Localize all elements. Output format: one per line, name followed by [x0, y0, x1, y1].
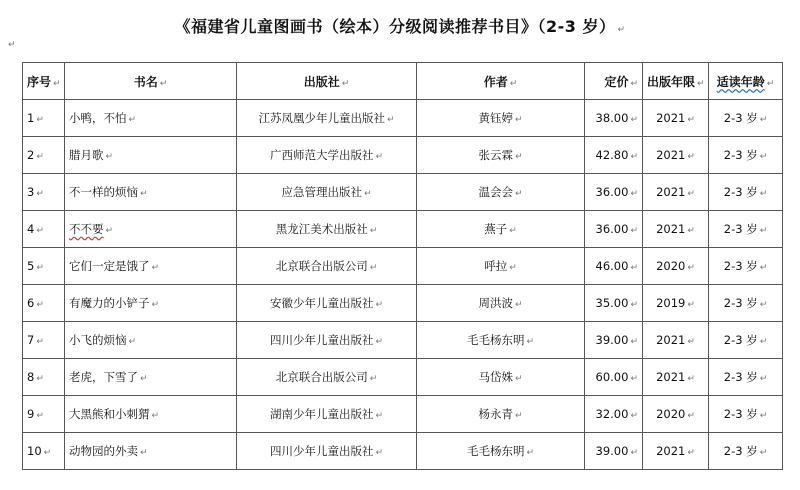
cell-seq: 10 ↵ — [23, 433, 65, 470]
cell-age: 2-3 岁 ↵ — [709, 322, 783, 359]
cell-title: 老虎，下雪了 ↵ — [65, 359, 237, 396]
document-title-text: 《福建省儿童图画书（绘本）分级阅读推荐书目》（2-3 岁） — [174, 17, 616, 36]
cell-price: 35.00 ↵ — [585, 285, 643, 322]
cell-price: 36.00 ↵ — [585, 174, 643, 211]
cell-seq: 7 ↵ — [23, 322, 65, 359]
cell-title: 大黑熊和小刺猬 ↵ — [65, 396, 237, 433]
column-header-author: 作者 ↵ — [417, 63, 585, 100]
cell-seq: 5 ↵ — [23, 248, 65, 285]
paragraph-mark-icon: ↵ — [8, 40, 16, 50]
cell-year: 2021 ↵ — [643, 433, 709, 470]
cell-age: 2-3 岁 ↵ — [709, 248, 783, 285]
table-row — [23, 359, 783, 396]
table-header-row — [23, 63, 783, 100]
table-row — [23, 137, 783, 174]
cell-age: 2-3 岁 ↵ — [709, 285, 783, 322]
cell-title: 不一样的烦恼 ↵ — [65, 174, 237, 211]
cell-year: 2020 ↵ — [643, 248, 709, 285]
table-row — [23, 433, 783, 470]
cell-publisher: 安徽少年儿童出版社 ↵ — [237, 285, 417, 322]
column-header-publisher: 出版社 ↵ — [237, 63, 417, 100]
cell-publisher: 湖南少年儿童出版社 ↵ — [237, 396, 417, 433]
column-header-seq: 序号 ↵ — [23, 63, 65, 100]
cell-author: 张云霖 ↵ — [417, 137, 585, 174]
table-row — [23, 285, 783, 322]
cell-year: 2020 ↵ — [643, 396, 709, 433]
cell-publisher: 四川少年儿童出版社 ↵ — [237, 433, 417, 470]
cell-price: 36.00 ↵ — [585, 211, 643, 248]
cell-publisher: 四川少年儿童出版社 ↵ — [237, 322, 417, 359]
cell-age: 2-3 岁 ↵ — [709, 359, 783, 396]
cell-year: 2021 ↵ — [643, 137, 709, 174]
cell-seq: 1 ↵ — [23, 100, 65, 137]
cell-author: 毛毛杨东明 ↵ — [417, 322, 585, 359]
cell-price: 32.00 ↵ — [585, 396, 643, 433]
cell-price: 46.00 ↵ — [585, 248, 643, 285]
paragraph-mark-icon: ↵ — [617, 25, 626, 35]
cell-price: 42.80 ↵ — [585, 137, 643, 174]
cell-price: 38.00 ↵ — [585, 100, 643, 137]
document-title — [0, 14, 800, 37]
cell-year: 2021 ↵ — [643, 359, 709, 396]
cell-seq: 2 ↵ — [23, 137, 65, 174]
cell-age: 2-3 岁 ↵ — [709, 137, 783, 174]
table-row — [23, 396, 783, 433]
cell-age: 2-3 岁 ↵ — [709, 433, 783, 470]
cell-publisher: 黑龙江美术出版社 ↵ — [237, 211, 417, 248]
column-header-year: 出版年限 ↵ — [643, 63, 709, 100]
table-row — [23, 100, 783, 137]
cell-year: 2021 ↵ — [643, 211, 709, 248]
cell-author: 杨永青 ↵ — [417, 396, 585, 433]
cell-author: 周洪波 ↵ — [417, 285, 585, 322]
cell-seq: 8 ↵ — [23, 359, 65, 396]
cell-title: 小飞的烦恼 ↵ — [65, 322, 237, 359]
cell-seq: 3 ↵ — [23, 174, 65, 211]
cell-title: 小鸭，不怕 ↵ — [65, 100, 237, 137]
cell-seq: 6 ↵ — [23, 285, 65, 322]
cell-title: 有魔力的小铲子 ↵ — [65, 285, 237, 322]
cell-author: 毛毛杨东明 ↵ — [417, 433, 585, 470]
cell-age: 2-3 岁 ↵ — [709, 100, 783, 137]
column-header-price: 定价 ↵ — [585, 63, 643, 100]
cell-year: 2021 ↵ — [643, 100, 709, 137]
cell-year: 2021 ↵ — [643, 174, 709, 211]
cell-seq: 9 ↵ — [23, 396, 65, 433]
cell-price: 39.00 ↵ — [585, 433, 643, 470]
cell-author: 燕子 ↵ — [417, 211, 585, 248]
table-row — [23, 248, 783, 285]
cell-price: 39.00 ↵ — [585, 322, 643, 359]
cell-year: 2021 ↵ — [643, 322, 709, 359]
cell-price: 60.00 ↵ — [585, 359, 643, 396]
table-header — [23, 63, 783, 100]
cell-publisher: 应急管理出版社 ↵ — [237, 174, 417, 211]
table-row — [23, 211, 783, 248]
column-header-age: 适读年龄 ↵ — [709, 63, 783, 100]
cell-publisher: 江苏凤凰少年儿童出版社 ↵ — [237, 100, 417, 137]
cell-author: 呼拉 ↵ — [417, 248, 585, 285]
cell-author: 马岱姝 ↵ — [417, 359, 585, 396]
cell-seq: 4 ↵ — [23, 211, 65, 248]
cell-publisher: 北京联合出版公司 ↵ — [237, 359, 417, 396]
book-list-table — [22, 62, 783, 470]
cell-author: 温会会 ↵ — [417, 174, 585, 211]
cell-title: 动物园的外卖 ↵ — [65, 433, 237, 470]
cell-author: 黄钰婷 ↵ — [417, 100, 585, 137]
cell-title: 腊月歌 ↵ — [65, 137, 237, 174]
cell-title: 它们一定是饿了 ↵ — [65, 248, 237, 285]
column-header-title: 书名 ↵ — [65, 63, 237, 100]
cell-age: 2-3 岁 ↵ — [709, 174, 783, 211]
cell-publisher: 广西师范大学出版社 ↵ — [237, 137, 417, 174]
cell-publisher: 北京联合出版公司 ↵ — [237, 248, 417, 285]
table-row — [23, 174, 783, 211]
cell-age: 2-3 岁 ↵ — [709, 211, 783, 248]
table-row — [23, 322, 783, 359]
cell-year: 2019 ↵ — [643, 285, 709, 322]
cell-age: 2-3 岁 ↵ — [709, 396, 783, 433]
cell-title: 不不要 ↵ — [65, 211, 237, 248]
table-body — [23, 100, 783, 470]
